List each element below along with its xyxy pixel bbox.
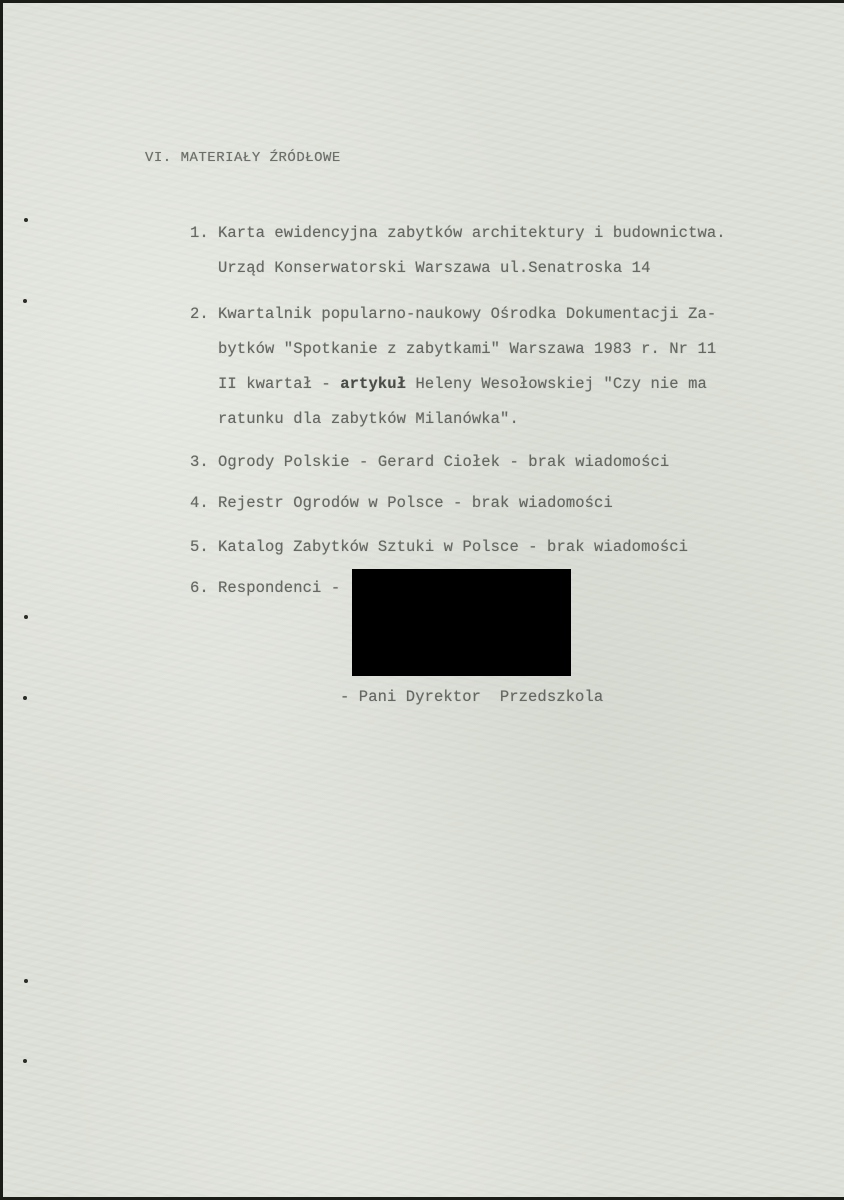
item-text-line	[218, 375, 707, 393]
item-number: 4.	[190, 494, 209, 512]
item-text-line: Urząd Konserwatorski Warszawa ul.Senatroska 14	[218, 259, 651, 277]
item-text-segment: II kwartał -	[218, 375, 341, 393]
item-text-line: bytków "Spotkanie z zabytkami" Warszawa 1983 r. Nr 11	[218, 340, 717, 358]
item-text-line: Ogrody Polskie - Gerard Ciołek - brak wiadomości	[218, 453, 670, 471]
margin-dot	[23, 1059, 27, 1063]
item-text-line: Respondenci -	[218, 579, 341, 597]
item-number: 5.	[190, 538, 209, 556]
margin-dot	[23, 696, 27, 700]
item-text-line: Kwartalnik popularno-naukowy Ośrodka Dokumentacji Za-	[218, 305, 717, 323]
margin-dot	[24, 218, 28, 222]
item-text-segment: Heleny Wesołowskiej "Czy nie ma	[406, 375, 707, 393]
section-heading: VI. MATERIAŁY ŹRÓDŁOWE	[145, 150, 341, 166]
item-text-line: Karta ewidencyjna zabytków architektury i budownictwa.	[218, 224, 726, 242]
document-page	[3, 3, 844, 1197]
item-continuation: - Pani Dyrektor Przedszkola	[340, 688, 604, 706]
item-text-line: ratunku dla zabytków Milanówka".	[218, 410, 519, 428]
item-number: 3.	[190, 453, 209, 471]
item-text-line: Katalog Zabytków Sztuki w Polsce - brak wiadomości	[218, 538, 689, 556]
margin-dot	[24, 979, 28, 983]
item-number: 6.	[190, 579, 209, 597]
emphasized-word: artykuł	[340, 375, 407, 393]
item-number: 2.	[190, 305, 209, 323]
margin-dot	[23, 299, 27, 303]
item-number: 1.	[190, 224, 209, 242]
margin-dot	[24, 615, 28, 619]
item-text-line: Rejestr Ogrodów w Polsce - brak wiadomości	[218, 494, 613, 512]
redaction-box	[352, 569, 571, 676]
